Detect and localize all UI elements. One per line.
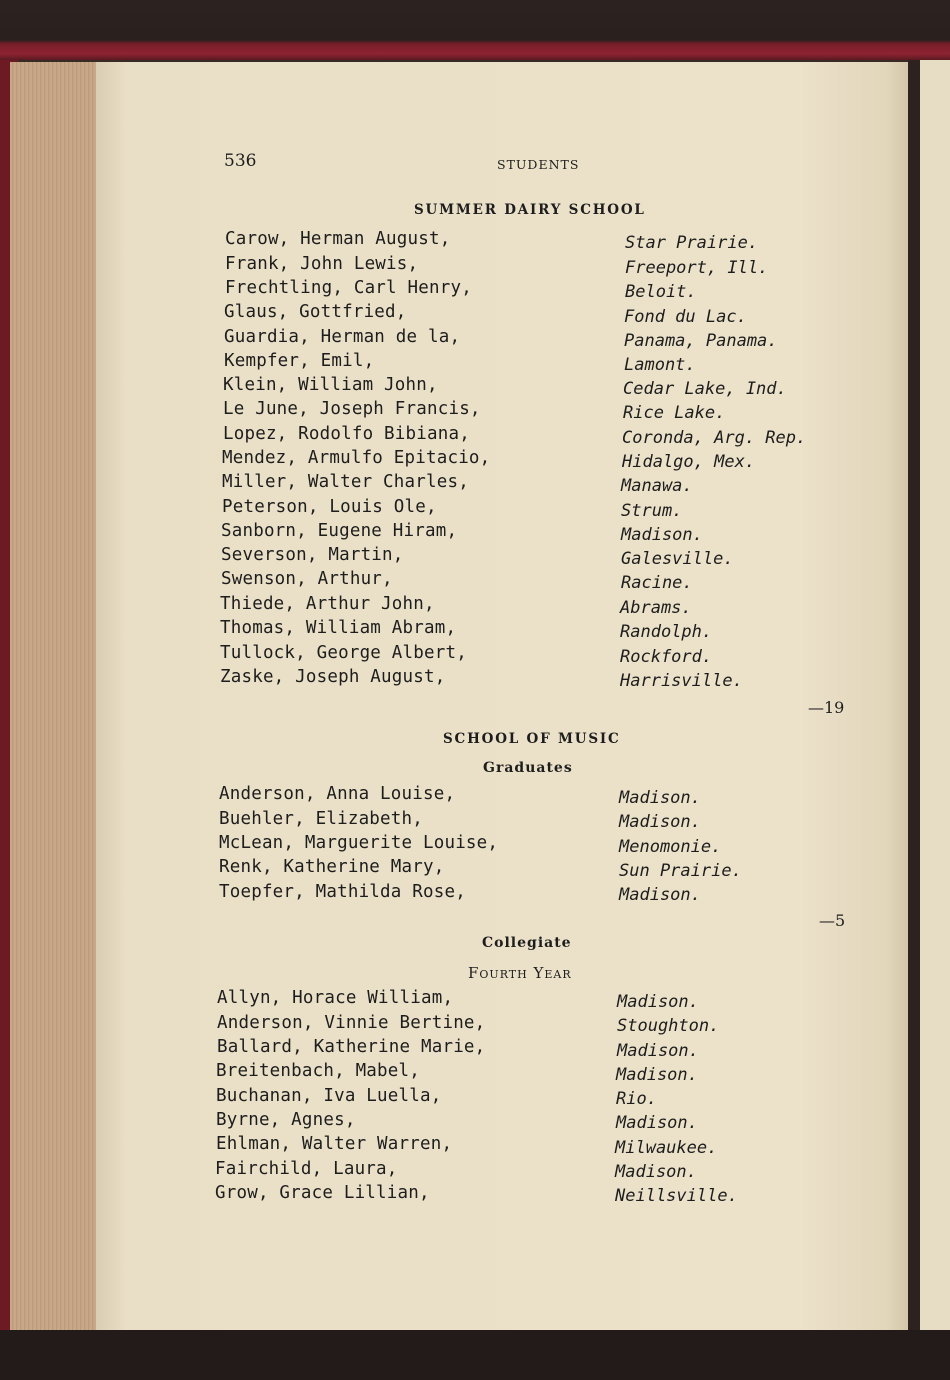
student-hometown: Fond du Lac. [624,307,747,327]
student-hometown: Madison. [621,525,703,545]
student-name: Frank, John Lewis, [225,254,419,274]
student-name: Thomas, William Abram, [220,618,457,638]
student-name: Ballard, Katherine Marie, [217,1037,486,1057]
student-hometown: Stoughton. [617,1016,720,1036]
student-hometown: Star Prairie. [625,233,759,253]
student-name: Frechtling, Carl Henry, [225,278,472,298]
student-name: Carow, Herman August, [225,229,451,249]
student-hometown: Madison. [617,992,699,1012]
student-hometown: Abrams. [620,598,692,618]
student-name: Buchanan, Iva Luella, [216,1086,442,1106]
student-hometown: Manawa. [621,476,693,496]
student-name: Le June, Joseph Francis, [223,399,481,419]
student-name: Renk, Katherine Mary, [219,857,445,877]
student-hometown: Neillsville. [615,1186,738,1206]
student-hometown: Menomonie. [619,837,722,857]
student-name: Breitenbach, Mabel, [216,1061,420,1081]
student-hometown: Harrisville. [620,671,743,691]
student-hometown: Racine. [621,573,693,593]
student-name: Lopez, Rodolfo Bibiana, [223,424,470,444]
student-hometown: Strum. [621,501,683,521]
subheading-graduates: Graduates [483,760,573,776]
student-hometown: Madison. [616,1113,698,1133]
student-name: Byrne, Agnes, [216,1110,356,1130]
student-name: Fairchild, Laura, [215,1159,398,1179]
student-hometown: Milwaukee. [615,1138,718,1158]
student-name: Severson, Martin, [221,545,404,565]
section-heading-music: SCHOOL OF MUSIC [443,731,621,747]
student-hometown: Madison. [619,788,701,808]
student-name: Sanborn, Eugene Hiram, [221,521,458,541]
student-hometown: Galesville. [621,549,734,569]
student-hometown: Panama, Panama. [624,331,778,351]
student-name: Swenson, Arthur, [221,569,393,589]
student-hometown: Rockford. [620,647,713,667]
section-total: —19 [808,698,845,717]
student-hometown: Sun Prairie. [619,861,742,881]
student-name: Kempfer, Emil, [224,351,375,371]
student-name: Ehlman, Walter Warren, [216,1134,453,1154]
student-name: Guardia, Herman de la, [224,327,461,347]
page-number: 536 [224,151,257,171]
student-hometown: Madison. [619,885,701,905]
student-name: Grow, Grace Lillian, [215,1183,430,1203]
student-name: Peterson, Louis Ole, [222,497,437,517]
student-name: Glaus, Gottfried, [224,302,407,322]
student-hometown: Cedar Lake, Ind. [623,379,787,399]
student-hometown: Madison. [619,812,701,832]
student-name: Thiede, Arthur John, [220,594,435,614]
student-hometown: Rio. [616,1089,657,1109]
student-name: McLean, Marguerite Louise, [219,833,499,853]
student-name: Zaske, Joseph August, [220,667,446,687]
student-name: Buehler, Elizabeth, [219,809,423,829]
student-hometown: Rice Lake. [623,403,726,423]
student-hometown: Madison. [617,1041,699,1061]
subheading-collegiate: Collegiate [482,935,572,951]
student-name: Anderson, Vinnie Bertine, [217,1013,486,1033]
student-name: Toepfer, Mathilda Rose, [219,882,466,902]
student-hometown: Hidalgo, Mex. [622,452,756,472]
facing-page-edge [920,60,950,1335]
student-hometown: Beloit. [625,282,697,302]
running-head: STUDENTS [497,157,580,172]
student-hometown: Randolph. [620,622,713,642]
section-heading-summer-dairy: SUMMER DAIRY SCHOOL [414,202,646,218]
subheading-fourth-year: Fourth Year [468,964,572,982]
section-total: —5 [819,911,846,930]
student-hometown: Freeport, Ill. [625,258,769,278]
student-hometown: Madison. [616,1065,698,1085]
student-name: Miller, Walter Charles, [222,472,469,492]
student-name: Mendez, Armulfo Epitacio, [222,448,491,468]
student-hometown: Lamont. [624,355,696,375]
student-name: Anderson, Anna Louise, [219,784,456,804]
student-name: Allyn, Horace William, [217,988,454,1008]
student-name: Tullock, George Albert, [220,643,467,663]
student-name: Klein, William John, [223,375,438,395]
page-edges [10,62,98,1330]
book-cover-top [0,0,950,60]
book-cover-bottom [0,1330,950,1380]
student-hometown: Coronda, Arg. Rep. [622,428,807,448]
student-hometown: Madison. [615,1162,697,1182]
